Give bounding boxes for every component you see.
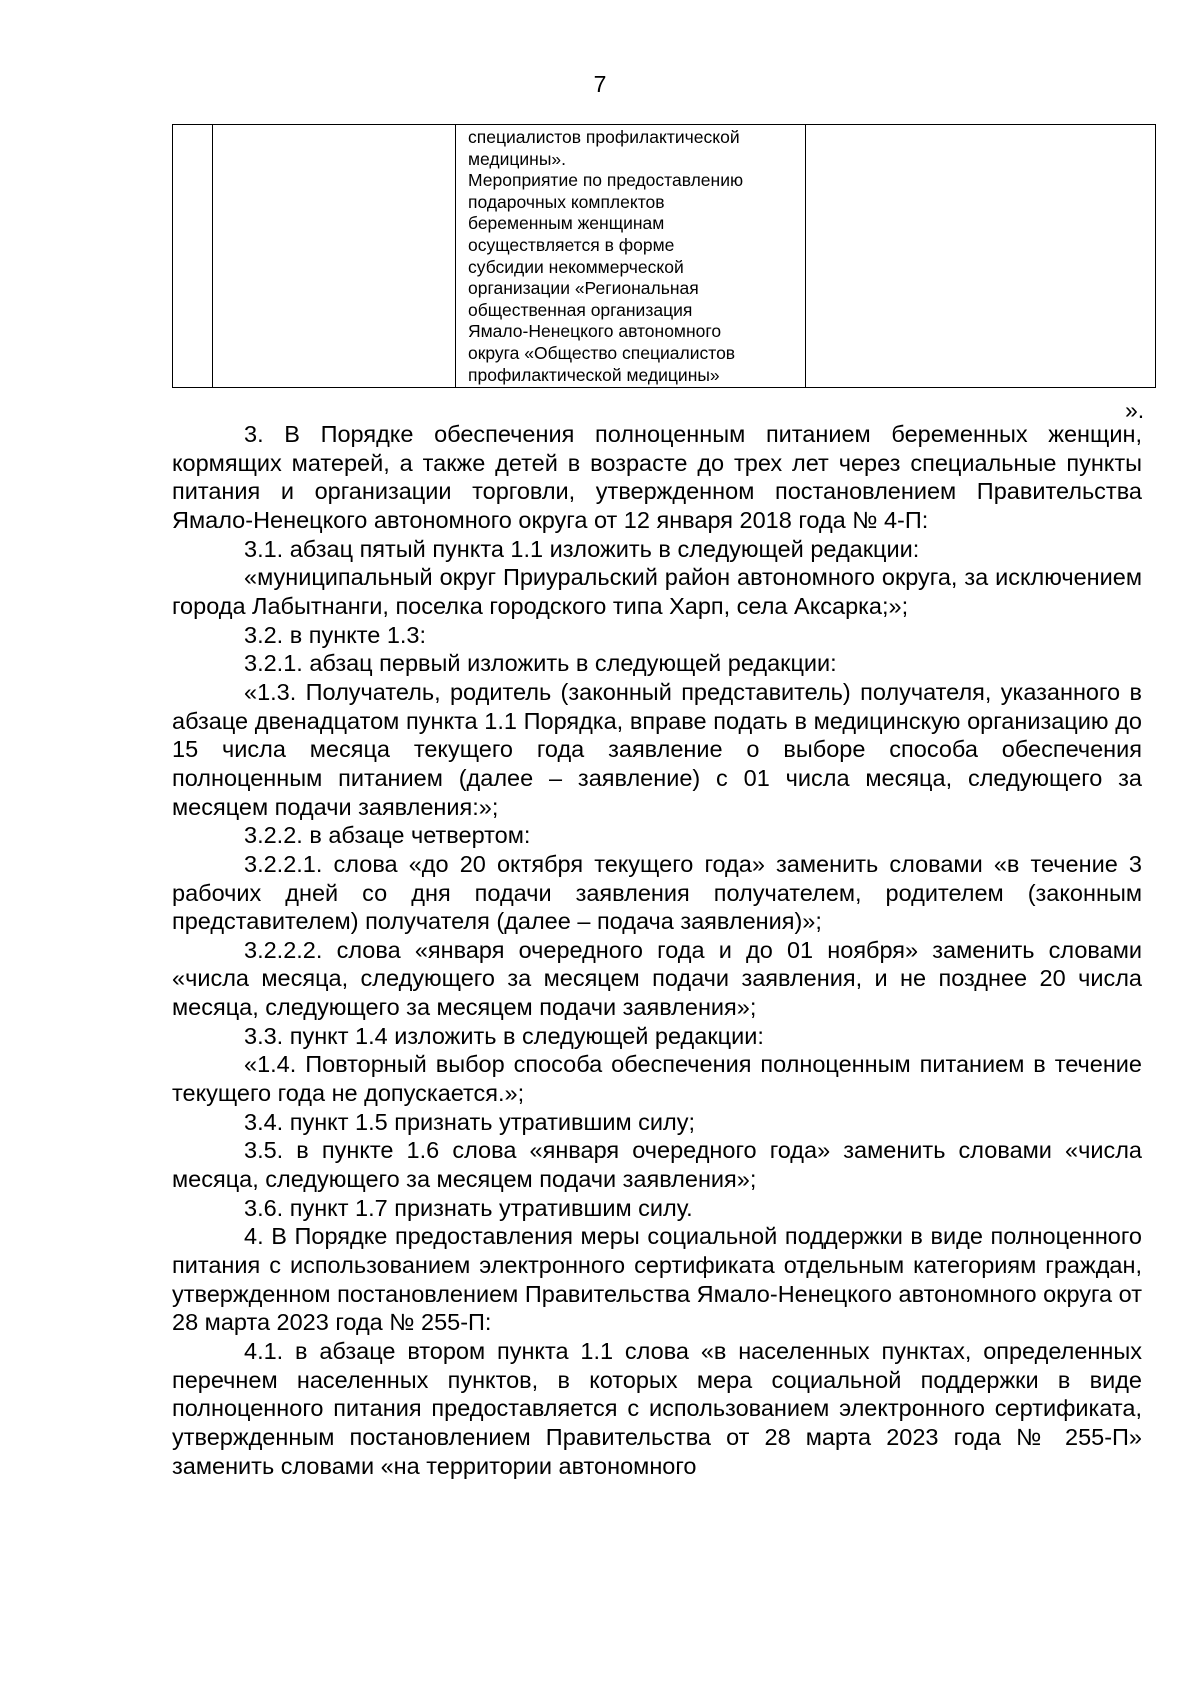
paragraph: 3.1. абзац пятый пункта 1.1 изложить в следующей редакции: [244, 535, 920, 562]
paragraph: «муниципальный округ Приуральский район автономного округа, за исключением города Лабытнанги, поселка городского типа Харп, села Аксарка;»; [172, 564, 1142, 619]
paragraph: 3.2.2.2. слова «января очередного года и до 01 ноября» заменить словами «числа месяца, следующего за месяцем подачи заявления, и не позднее 20 числа месяца, следующего за месяцем подачи заявления»; [172, 936, 1142, 1021]
table-cell-description [456, 125, 806, 388]
paragraph: 3.2. в пункте 1.3: [244, 621, 427, 648]
paragraph: «1.3. Получатель, родитель (законный представитель) получателя, указанного в абзаце двенадцатом пункта 1.1 Порядка, вправе подать в медицинскую организацию до 15 числа месяца текущего года заявление о выборе способа обеспечения полноценным питанием (далее – заявление) с 01 числа месяца, следующего за месяцем подачи заявления:»; [172, 678, 1142, 820]
page-number: 7 [593, 71, 607, 97]
paragraph: 3.5. в пункте 1.6 слова «января очередного года» заменить словами «числа месяца, следующего за месяцем подачи заявления»; [172, 1137, 1142, 1193]
table-cell-line: специалистов профилактической [468, 127, 740, 147]
table-cell-line: беременным женщинам [468, 213, 665, 234]
paragraph: «1.4. Повторный выбор способа обеспечения полноценным питанием в течение текущего года не допускается.»; [172, 1051, 1142, 1107]
paragraph: 3.3. пункт 1.4 изложить в следующей редакции: [244, 1022, 764, 1049]
table-cell-line: общественная организация [468, 299, 693, 320]
table-cell-line: Ямало-Ненецкого автономного [468, 321, 722, 342]
table-cell-line: осуществляется в форме [468, 234, 675, 255]
table-cell-name [213, 125, 456, 388]
table-cell-line: субсидии некоммерческой [468, 256, 684, 277]
table-cell-line: профилактической медицины» [468, 364, 720, 385]
paragraph: 3.2.2.1. слова «до 20 октября текущего года» заменить словами «в течение 3 рабочих дней со дня подачи заявления получателем, родителем (законным представителем) получателя (далее – подача заявления)»; [172, 850, 1142, 935]
paragraph: 3.6. пункт 1.7 признать утратившим силу. [244, 1194, 693, 1221]
table-row [173, 125, 1156, 388]
paragraph: 3.2.2. в абзаце четвертом: [244, 822, 531, 849]
table-cell-note [806, 125, 1156, 388]
table-closing-mark: ». [1125, 397, 1145, 423]
table-cell-line: организации «Региональная [468, 278, 699, 299]
continuation-table [172, 124, 1156, 388]
paragraph: 4.1. в абзаце втором пункта 1.1 слова «в населенных пунктах, определенных перечнем населенных пунктов, в которых мера социальной поддержки в виде полноценного питания предоставляется с использованием электронного сертификата, утвержденным постановлением Правительства от 28 марта 2023 года № 255-П» заменить словами «на территории автономного [172, 1338, 1142, 1479]
table-cell-line: медицины». [468, 148, 567, 169]
table-cell-line: округа «Общество специалистов [468, 342, 736, 363]
table-cell-line: Мероприятие по предоставлению [468, 170, 744, 191]
paragraph: 3.2.1. абзац первый изложить в следующей редакции: [244, 650, 837, 677]
table-cell-number [173, 125, 213, 388]
paragraph: 4. В Порядке предоставления меры социальной поддержки в виде полноценного питания с использованием электронного сертификата отдельным категориям граждан, утвержденном постановлением Правительства Ямало-Ненецкого автономного округа от 28 марта 2023 года № 255-П: [172, 1223, 1142, 1336]
paragraph: 3. В Порядке обеспечения полноценным питанием беременных женщин, кормящих матерей, а также детей в возрасте до трех лет через специальные пункты питания и организации торговли, утвержденном постановлением Правительства Ямало-Ненецкого автономного округа от 12 января 2018 года № 4-П: [172, 421, 1142, 533]
document-body [172, 420, 1142, 1480]
paragraph: 3.4. пункт 1.5 признать утратившим силу; [244, 1108, 696, 1135]
table-cell-line: подарочных комплектов [468, 191, 665, 212]
